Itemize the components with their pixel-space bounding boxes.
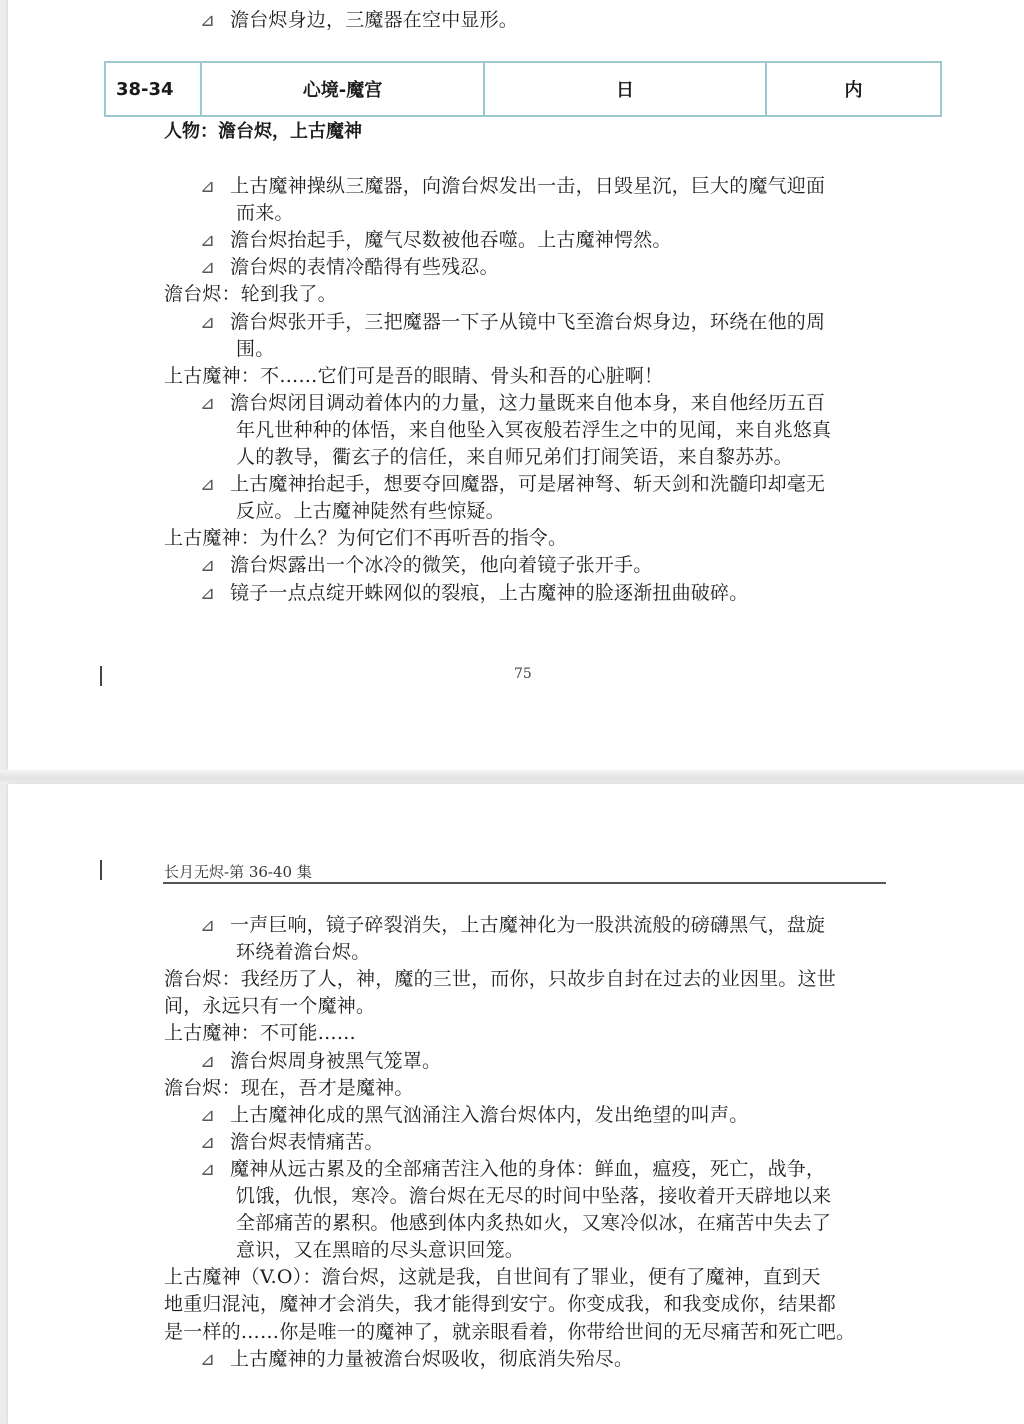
triangle-marker-icon: ⊿ [200, 311, 216, 333]
triangle-marker-icon: ⊿ [200, 582, 216, 604]
triangle-marker-icon: ⊿ [200, 176, 216, 197]
dialogue-line: 是一样的……你是唯一的魔神了，就亲眼看着，你带给世间的无尽痛苦和死亡吧。 [164, 1320, 856, 1343]
scene-time: 日 [485, 63, 767, 115]
dialogue-line: 澹台烬：我经历了人，神，魔的三世，而你，只故步自封在过去的业因里。这世 [164, 968, 837, 991]
page-gap [0, 770, 1024, 784]
action-line: ⊿ 澹台烬表情痛苦。 [200, 1129, 384, 1156]
triangle-marker-icon: ⊿ [200, 915, 216, 936]
action-line: ⊿ 魔神从远古累及的全部痛苦注入他的身体：鲜血，瘟疫，死亡，战争， [200, 1156, 825, 1183]
action-line: ⊿ 上古魔神化成的黑气汹涌注入澹台烬体内，发出绝望的叫声。 [200, 1102, 748, 1129]
dialogue-line: 上古魔神：为什么？为何它们不再听吾的指令。 [164, 527, 568, 550]
action-line: ⊿ 上古魔神的力量被澹台烬吸收，彻底消失殆尽。 [200, 1346, 633, 1373]
action-line: ⊿ 澹台烬闭目调动着体内的力量，这力量既来自他本身，来自他经历五百 [200, 390, 825, 417]
continuation-line: 全部痛苦的累积。他感到体内炙热如火，又寒冷似冰，在痛苦中失去了 [236, 1212, 832, 1235]
continuation-line: 饥饿，仇恨，寒冷。澹台烬在无尽的时间中坠落，接收着开天辟地以来 [236, 1185, 832, 1207]
triangle-marker-icon: ⊿ [200, 1104, 216, 1126]
dialogue-line: 上古魔神：不……它们可是吾的眼睛、骨头和吾的心脏啊！ [164, 364, 664, 387]
running-header: 长月无烬-第 36-40 集 [164, 863, 312, 881]
action-line: ⊿ 澹台烬的表情冷酷得有些残忍。 [200, 254, 499, 281]
continuation-line: 意识，又在黑暗的尽头意识回笼。 [236, 1239, 525, 1262]
action-line: ⊿ 上古魔神操纵三魔器，向澹台烬发出一击，日毁星沉，巨大的魔气迎面 [200, 173, 825, 200]
dialogue-line: 地重归混沌，魔神才会消失，我才能得到安宁。你变成我，和我变成你，结果都 [164, 1293, 837, 1316]
continuation-line: 人的教导，衢玄子的信任，来自师兄弟们打闹笑语，来自黎苏苏。 [236, 446, 793, 468]
triangle-marker-icon: ⊿ [200, 392, 216, 414]
dialogue-line: 上古魔神（V.O）：澹台烬，这就是我，自世间有了罪业，便有了魔神，直到天 [164, 1266, 821, 1289]
action-line: ⊿ 镜子一点点绽开蛛网似的裂痕，上古魔神的脸逐渐扭曲破碎。 [200, 580, 748, 607]
margin-mark [100, 860, 102, 880]
scene-number: 38-34 [106, 63, 202, 115]
action-line: ⊿ 澹台烬身边，三魔器在空中显形。 [200, 7, 518, 34]
continuation-line: 年凡世种种的体悟，来自他坠入冥夜般若浮生之中的见闻，来自兆悠真 [236, 418, 832, 441]
scene-heading-table [104, 61, 942, 117]
dialogue-line: 澹台烬：现在，吾才是魔神。 [164, 1076, 414, 1099]
action-line: ⊿ 澹台烬周身被黑气笼罩。 [200, 1048, 441, 1075]
continuation-line: 围。 [236, 337, 275, 360]
triangle-marker-icon: ⊿ [200, 474, 216, 496]
triangle-marker-icon: ⊿ [200, 230, 216, 252]
margin-mark [100, 666, 102, 686]
dialogue-line: 澹台烬：轮到我了。 [164, 283, 337, 306]
dialogue-line: 间，永远只有一个魔神。 [164, 995, 376, 1018]
continuation-line: 而来。 [236, 202, 294, 225]
triangle-marker-icon: ⊿ [200, 1050, 216, 1072]
action-line: ⊿ 上古魔神抬起手，想要夺回魔器，可是屠神弩、斩天剑和洗髓印却毫无 [200, 471, 825, 498]
action-line: ⊿ 澹台烬抬起手，魔气尽数被他吞噬。上古魔神愕然。 [200, 227, 672, 254]
page-number: 75 [514, 666, 532, 682]
triangle-marker-icon: ⊿ [200, 555, 216, 577]
continuation-line: 反应。上古魔神陡然有些惊疑。 [236, 500, 505, 523]
triangle-marker-icon: ⊿ [200, 10, 216, 31]
action-line: ⊿ 一声巨响，镜子碎裂消失，上古魔神化为一股洪流般的磅礴黑气，盘旋 [200, 912, 825, 939]
characters-line: 人物：澹台烬，上古魔神 [164, 121, 362, 142]
triangle-marker-icon: ⊿ [200, 257, 216, 279]
dialogue-line: 上古魔神：不可能…… [164, 1022, 357, 1045]
scene-location: 心境-魔宫 [202, 63, 485, 115]
triangle-marker-icon: ⊿ [200, 1348, 216, 1370]
scene-setting: 内 [844, 80, 863, 101]
action-line: ⊿ 澹台烬张开手，三把魔器一下子从镜中飞至澹台烬身边，环绕在他的周 [200, 309, 825, 336]
header-rule [163, 882, 886, 884]
action-line: ⊿ 澹台烬露出一个冰冷的微笑，他向着镜子张开手。 [200, 552, 652, 579]
continuation-line: 环绕着澹台烬。 [236, 941, 371, 964]
triangle-marker-icon: ⊿ [200, 1158, 216, 1180]
triangle-marker-icon: ⊿ [200, 1131, 216, 1153]
